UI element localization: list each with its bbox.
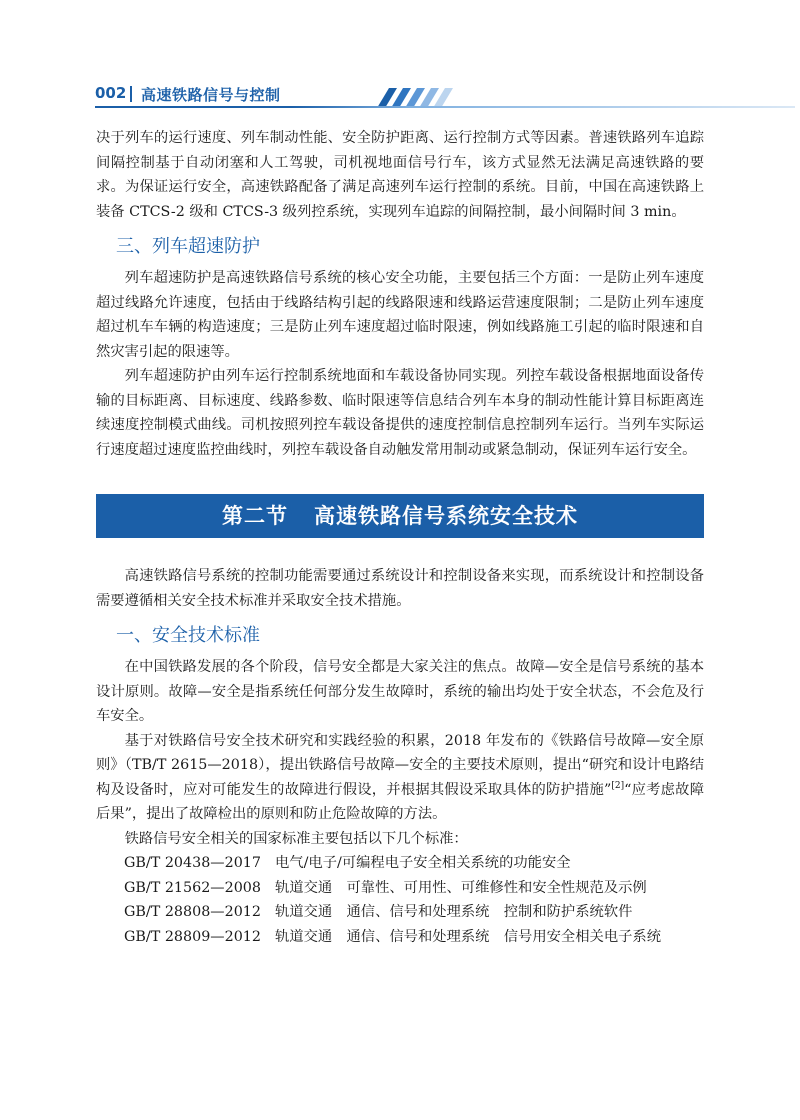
standard-title: 轨道交通 通信、信号和处理系统 控制和防护系统软件	[275, 904, 633, 920]
citation-marker: [2]	[611, 780, 625, 791]
list-item	[124, 900, 704, 925]
standard-code: GB/T 28808—2012	[124, 904, 261, 920]
header-separator	[130, 86, 132, 102]
standard-title: 轨道交通 通信、信号和处理系统 信号用安全相关电子系统	[275, 928, 662, 945]
header-rule	[95, 106, 795, 108]
standard-title: 电气/电子/可编程电子安全相关系统的功能安全	[275, 855, 571, 871]
section-banner	[96, 494, 704, 538]
list-item	[124, 851, 704, 876]
section-label: 第二节	[222, 504, 288, 528]
header-stripes-decoration	[367, 88, 477, 108]
subsection-heading-overspeed: 三、列车超速防护	[116, 236, 260, 257]
overspeed-paragraph-1: 列车超速防护是高速铁路信号系统的核心安全功能，主要包括三个方面：一是防止列车速度超过线路允许速度，包括由于线路结构引起的线路限速和线路运营速度限制；二是防止列车速度超过机车车辆的构造速度；三是防止列车速度超过临时限速，例如线路施工引起的临时限速和自然灾害引起的限速等。	[96, 270, 704, 360]
standards-paragraph-1: 在中国铁路发展的各个阶段，信号安全都是大家关注的焦点。故障—安全是信号系统的基本设计原则。故障—安全是指系统任何部分发生故障时，系统的输出均处于安全状态，不会危及行车安全。	[96, 659, 704, 724]
list-item	[124, 876, 704, 901]
book-title: 高速铁路信号与控制	[141, 86, 281, 104]
page-body	[96, 126, 704, 949]
standards-paragraph-2-tail: “应考虑故障后果”，提出了故障检出的原则和防止危险故障的方法。	[96, 781, 704, 822]
standards-list	[96, 851, 704, 949]
standards-paragraph-2-main: 基于对铁路信号安全技术研究和实践经验的积累，2018 年发布的《铁路信号故障—安全原则》（TB/T 2615—2018），提出铁路信号故障—安全的主要技术原则，提出“研究和设计电路结构及设备时，应对可能发生的故障进行假设，并根据其假设采取具体的防护措施”	[96, 732, 704, 798]
standard-title: 轨道交通 可靠性、可用性、可维修性和安全性规范及示例	[275, 879, 647, 896]
intro-paragraph: 决于列车的运行速度、列车制动性能、安全防护距离、运行控制方式等因素。普速铁路列车追踪间隔控制基于自动闭塞和人工驾驶，司机视地面信号行车，该方式显然无法满足高速铁路的要求。为保证运行安全，高速铁路配备了满足高速列车运行控制的系统。目前，中国在高速铁路上装备 CTCS-2 级和 CTCS-3 级列控系统，实现列车追踪的间隔控制，最小间隔时间 3 min。	[96, 130, 704, 220]
list-item	[124, 925, 704, 950]
subsection-heading-standards: 一、安全技术标准	[116, 625, 260, 646]
section-intro-paragraph: 高速铁路信号系统的控制功能需要通过系统设计和控制设备来实现，而系统设计和控制设备需要遵循相关安全技术标准并采取安全技术措施。	[96, 568, 704, 609]
page-header	[95, 82, 435, 110]
section-title: 高速铁路信号系统安全技术	[314, 504, 578, 528]
overspeed-paragraph-2: 列车超速防护由列车运行控制系统地面和车载设备协同实现。列控车载设备根据地面设备传输的目标距离、目标速度、线路参数、临时限速等信息结合列车本身的制动性能计算目标距离连续速度控制模式曲线。司机按照列控车载设备提供的速度控制信息控制列车运行。当列车实际运行速度超过速度监控曲线时，列控车载设备自动触发常用制动或紧急制动，保证列车运行安全。	[96, 368, 704, 458]
page-number: 002	[95, 84, 127, 102]
standard-code: GB/T 20438—2017	[124, 855, 261, 871]
standards-list-intro: 铁路信号安全相关的国家标准主要包括以下几个标准：	[124, 830, 468, 847]
standard-code: GB/T 28809—2012	[124, 928, 261, 945]
standards-paragraph-2	[96, 729, 704, 827]
standard-code: GB/T 21562—2008	[124, 879, 261, 896]
